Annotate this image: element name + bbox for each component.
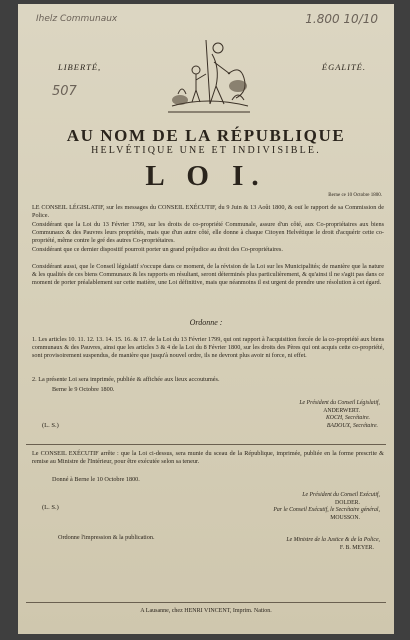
sig2-line1: Le Président du Conseil Exécutif,: [302, 492, 380, 498]
heading-loi: L O I.: [145, 160, 267, 192]
berne-date: Berne le 9 Octobre 1800.: [52, 386, 115, 393]
sig3-line1: Le Ministre de la Justice & de la Police,: [286, 537, 380, 543]
signature-block-legislatif: [299, 400, 380, 430]
divider-footer: [26, 602, 386, 603]
ordonne-impression: Ordonne l'impression & la publication.: [58, 534, 155, 541]
seal-ls-2: (L. S.): [42, 504, 59, 511]
divider-1: [26, 444, 386, 445]
date-right: Berne ce 10 Octobre 1800.: [328, 193, 382, 198]
handwritten-note-top-left: Ihelz Communaux: [36, 14, 118, 24]
sig2-line4: MOUSSON.: [330, 514, 360, 521]
engraved-vignette-icon: [158, 34, 258, 120]
paragraph-executif: Le CONSEIL EXÉCUTIF arrête : que la Loi ci-dessus, sera munie du sceau de la République, imprimée, publiée en la forme prescrite & remise au Ministre de l'Intérieur, pour être exécutée selon sa teneur.: [32, 450, 384, 465]
sig2-line3: Par le Conseil Exécutif, le Secrétaire général,: [273, 507, 380, 513]
sig1-line2: ANDERWERT.: [323, 407, 360, 414]
signature-block-ministre: [286, 537, 380, 552]
sig1-line3: KOCH, Secrétaire.: [325, 415, 370, 421]
motto-liberte: LIBERTÉ,: [58, 62, 102, 72]
paragraph-considerant-1: Considérant que la Loi du 13 Février 1799, sur les droits de co-propriété Communale, assure d'un côté, aux Co-propriétaires aux biens Communaux & des Pauvres leurs propriétés, mais que d'un autre côté, elle donne à chaque Citoyen Helvétique le droit d'acquérir cette co-propriété, même contre le gré des autres Co-propriétaires.: [32, 221, 384, 244]
sig1-line1: Le Président du Conseil Législatif,: [299, 400, 380, 406]
paragraph-considerant-3: Considérant aussi, que le Conseil législatif s'occupe dans ce moment, de la révision de la Loi sur les Municipalités; de manière que la nature & les qualités de ces biens Communaux & les rapports en résultant, seront déterminés plus particulièrement, & qu'ainsi il ne s'agit pas dans ce moment de porter préalablement sur cette matière, une Loi définitive, mais que néanmoins il est urgent de prendre une résolution à cet égard.: [32, 263, 384, 286]
handwritten-note-top-right: 1.800 10/10: [305, 12, 378, 26]
ordonne-heading: Ordonne :: [189, 318, 223, 327]
document-sheet: [18, 4, 394, 634]
seal-ls-1: (L. S.): [42, 422, 59, 429]
sig2-line2: DOLDER.: [335, 499, 360, 506]
article-2: 2. La présente Loi sera imprimée, publiée & affichée aux lieux accoutumés.: [32, 376, 220, 383]
signature-block-executif: [273, 492, 380, 522]
sig1-line4: BADOUX, Secrétaire.: [326, 422, 378, 429]
paragraph-preamble: LE CONSEIL LÉGISLATIF, sur les messages du CONSEIL EXÉCUTIF, du 9 Juin & 13 Août 1800, & ouï le rapport de sa Commission de Police.: [32, 204, 384, 219]
handwritten-number: 507: [52, 84, 77, 99]
printer-imprint: A Lausanne, chez HENRI VINCENT, Imprim. Nation.: [140, 608, 272, 614]
donne-date: Donné à Berne le 10 Octobre 1800.: [52, 476, 140, 483]
heading-subtitle: HELVÉTIQUE UNE ET INDIVISIBLE.: [91, 145, 321, 156]
paragraph-considerant-2: Considérant que ce dernier dispositif pourroit porter un grand préjudice au droit des Co-propriétaires.: [32, 246, 283, 253]
heading-title: AU NOM DE LA RÉPUBLIQUE: [66, 126, 346, 145]
sig3-line2: F. B. MEYER.: [339, 544, 374, 551]
article-1: 1. Les articles 10. 11. 12. 13. 14. 15. 16. & 17. de la Loi du 13 Février 1799, qui ont rapport à l'acquisition forcée de la co-propriété aux biens communaux & des Pauvres, ainsi que les articles 3 & 4 de la Loi du 8 Février 1800, sur les droits des Pères qui ont acquis cette co-propriété, sont provisoirement suspendus, de manière que jusqu'à nouvel ordre, ils ne devront plus avoir ni force, ni effet.: [32, 336, 384, 359]
motto-egalite: ÉGALITÉ.: [321, 62, 366, 72]
